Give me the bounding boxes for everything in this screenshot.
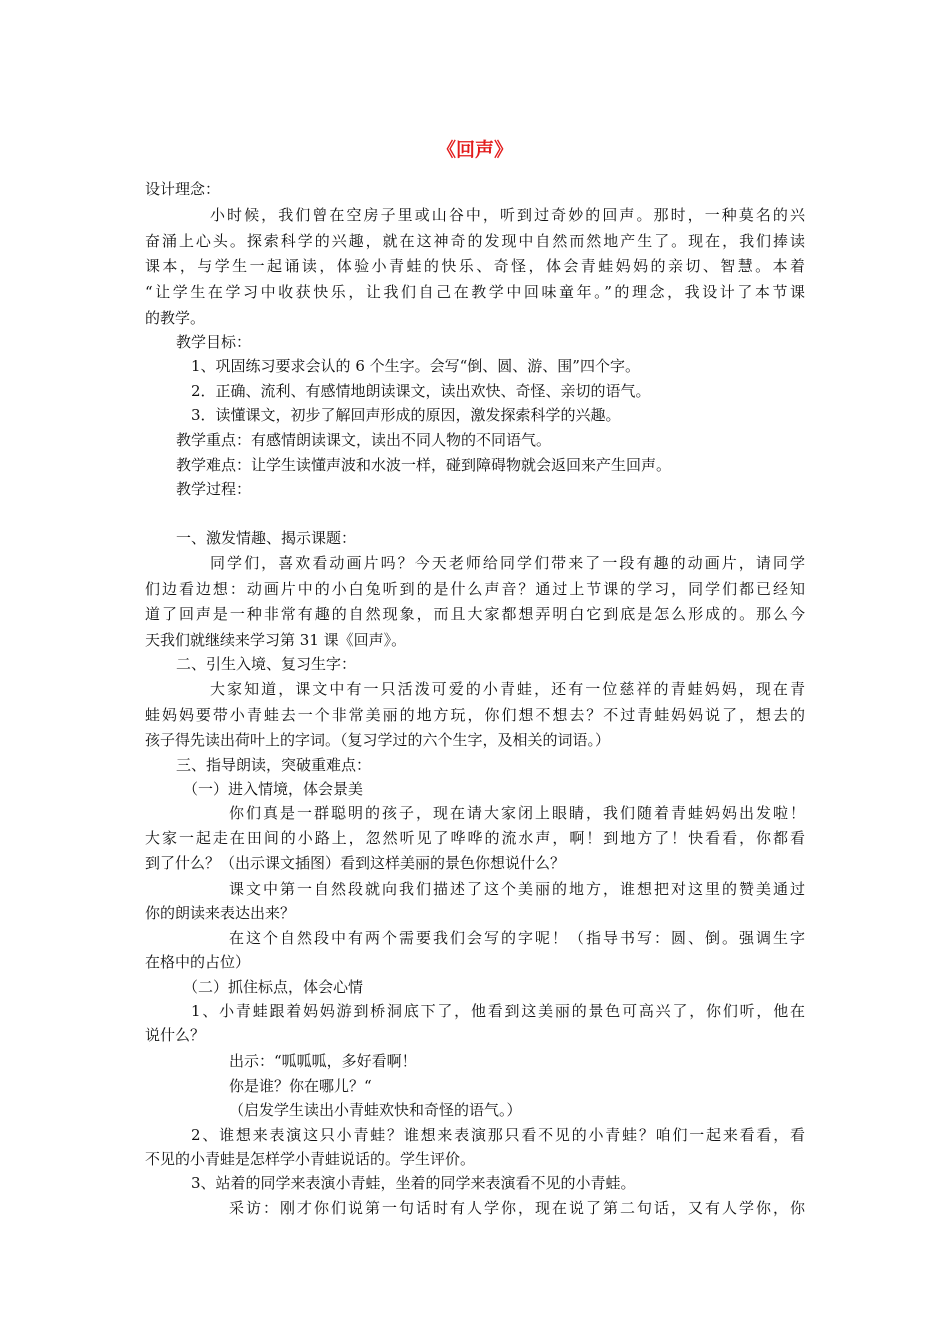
section-heading-teaching-goals: 教学目标： [176, 333, 252, 351]
paragraph-line: 道了回声是一种非常有趣的自然现象，而且大家都想弄明白它到底是怎么形成的。那么今 [145, 605, 805, 623]
paragraph-line: 大家知道，课文中有一只活泼可爱的小青蛙，还有一位慈祥的青蛙妈妈，现在青 [210, 680, 805, 698]
paragraph-line: 孩子得先读出荷叶上的字词。（复习学过的六个生字，及相关的词语。） [145, 731, 611, 749]
step-heading: 一、激发情趣、揭示课题： [176, 529, 357, 547]
paragraph-line: 的教学。 [145, 309, 206, 327]
paragraph-line: 你们真是一群聪明的孩子，现在请大家闭上眼睛，我们随着青蛙妈妈出发啦！ [229, 804, 805, 822]
paragraph-line: “让学生在学习中收获快乐，让我们自己在教学中回味童年。”的理念，我设计了本节课 [145, 283, 805, 301]
display-quote-line: 你是谁？你在哪儿？“ [229, 1077, 372, 1095]
display-quote-line: 出示：“呱呱呱，多好看啊！ [229, 1052, 417, 1070]
teaching-difficulty: 教学难点：让学生读懂声波和水波一样，碰到障碍物就会返回来产生回声。 [176, 456, 672, 474]
paragraph-line: 到了什么？（出示课文插图）看到这样美丽的景色你想说什么？ [145, 854, 566, 872]
sub-step-heading: （一）进入情境，体会景美 [183, 780, 364, 798]
paragraph-line: （启发学生读出小青蛙欢快和奇怪的语气。） [229, 1101, 522, 1119]
section-heading-design-concept: 设计理念： [145, 180, 221, 198]
paragraph-line: 们边看边想：动画片中的小白兔听到的是什么声音？通过上节课的学习，同学们都已经知 [145, 580, 805, 598]
paragraph-line: 大家一起走在田间的小路上，忽然听见了哗哗的流水声，啊！到地方了！快看看，你都看 [145, 829, 805, 847]
goal-item: 3．读懂课文，初步了解回声形成的原因，激发探索科学的兴趣。 [191, 406, 621, 424]
paragraph-line: 蛙妈妈要带小青蛙去一个非常美丽的地方玩，你们想不想去？不过青蛙妈妈说了，想去的 [145, 706, 805, 724]
paragraph-line: 不见的小青蛙是怎样学小青蛙说话的。学生评价。 [145, 1150, 476, 1168]
goal-item: 1、巩固练习要求会认的 6 个生字。会写“倒、圆、游、围”四个字。 [191, 357, 640, 375]
paragraph-line: 1、小青蛙跟着妈妈游到桥洞底下了，他看到这美丽的景色可高兴了，你们听，他在 [191, 1002, 805, 1020]
teaching-key-point: 教学重点：有感情朗读课文，读出不同人物的不同语气。 [176, 431, 552, 449]
paragraph-line: 3、站着的同学来表演小青蛙，坐着的同学来表演看不见的小青蛙。 [191, 1174, 636, 1192]
section-heading-teaching-process: 教学过程： [176, 480, 252, 498]
paragraph-line: 说什么？ [145, 1026, 206, 1044]
step-heading: 三、指导朗读，突破重难点： [176, 756, 372, 774]
sub-step-heading: （二）抓住标点，体会心情 [183, 978, 364, 996]
paragraph-line: 2、谁想来表演这只小青蛙？谁想来表演那只看不见的小青蛙？咱们一起来看看，看 [191, 1126, 805, 1144]
goal-item: 2．正确、流利、有感情地朗读课文，读出欢快、奇怪、亲切的语气。 [191, 382, 651, 400]
paragraph-line: 同学们，喜欢看动画片吗？今天老师给同学们带来了一段有趣的动画片，请同学 [210, 554, 805, 572]
paragraph-line: 课文中第一自然段就向我们描述了这个美丽的地方，谁想把对这里的赞美通过 [229, 880, 805, 898]
paragraph-line: 采访：刚才你们说第一句话时有人学你，现在说了第二句话，又有人学你，你 [229, 1199, 805, 1217]
step-heading: 二、引生入境、复习生字： [176, 655, 357, 673]
paragraph-line: 天我们就继续来学习第 31 课《回声》。 [145, 631, 407, 649]
paragraph-line: 在这个自然段中有两个需要我们会写的字呢！（指导书写：圆、倒。强调生字 [229, 929, 805, 947]
paragraph-line: 小时候，我们曾在空房子里或山谷中，听到过奇妙的回声。那时，一种莫名的兴 [210, 206, 805, 224]
document-title: 《回声》 [436, 139, 513, 161]
paragraph-line: 在格中的占位） [145, 953, 251, 971]
paragraph-line: 课本，与学生一起诵读，体验小青蛙的快乐、奇怪，体会青蛙妈妈的亲切、智慧。本着 [145, 257, 805, 275]
paragraph-line: 奋涌上心头。探索科学的兴趣，就在这神奇的发现中自然而然地产生了。现在，我们捧读 [145, 232, 805, 250]
paragraph-line: 你的朗读来表达出来？ [145, 904, 296, 922]
